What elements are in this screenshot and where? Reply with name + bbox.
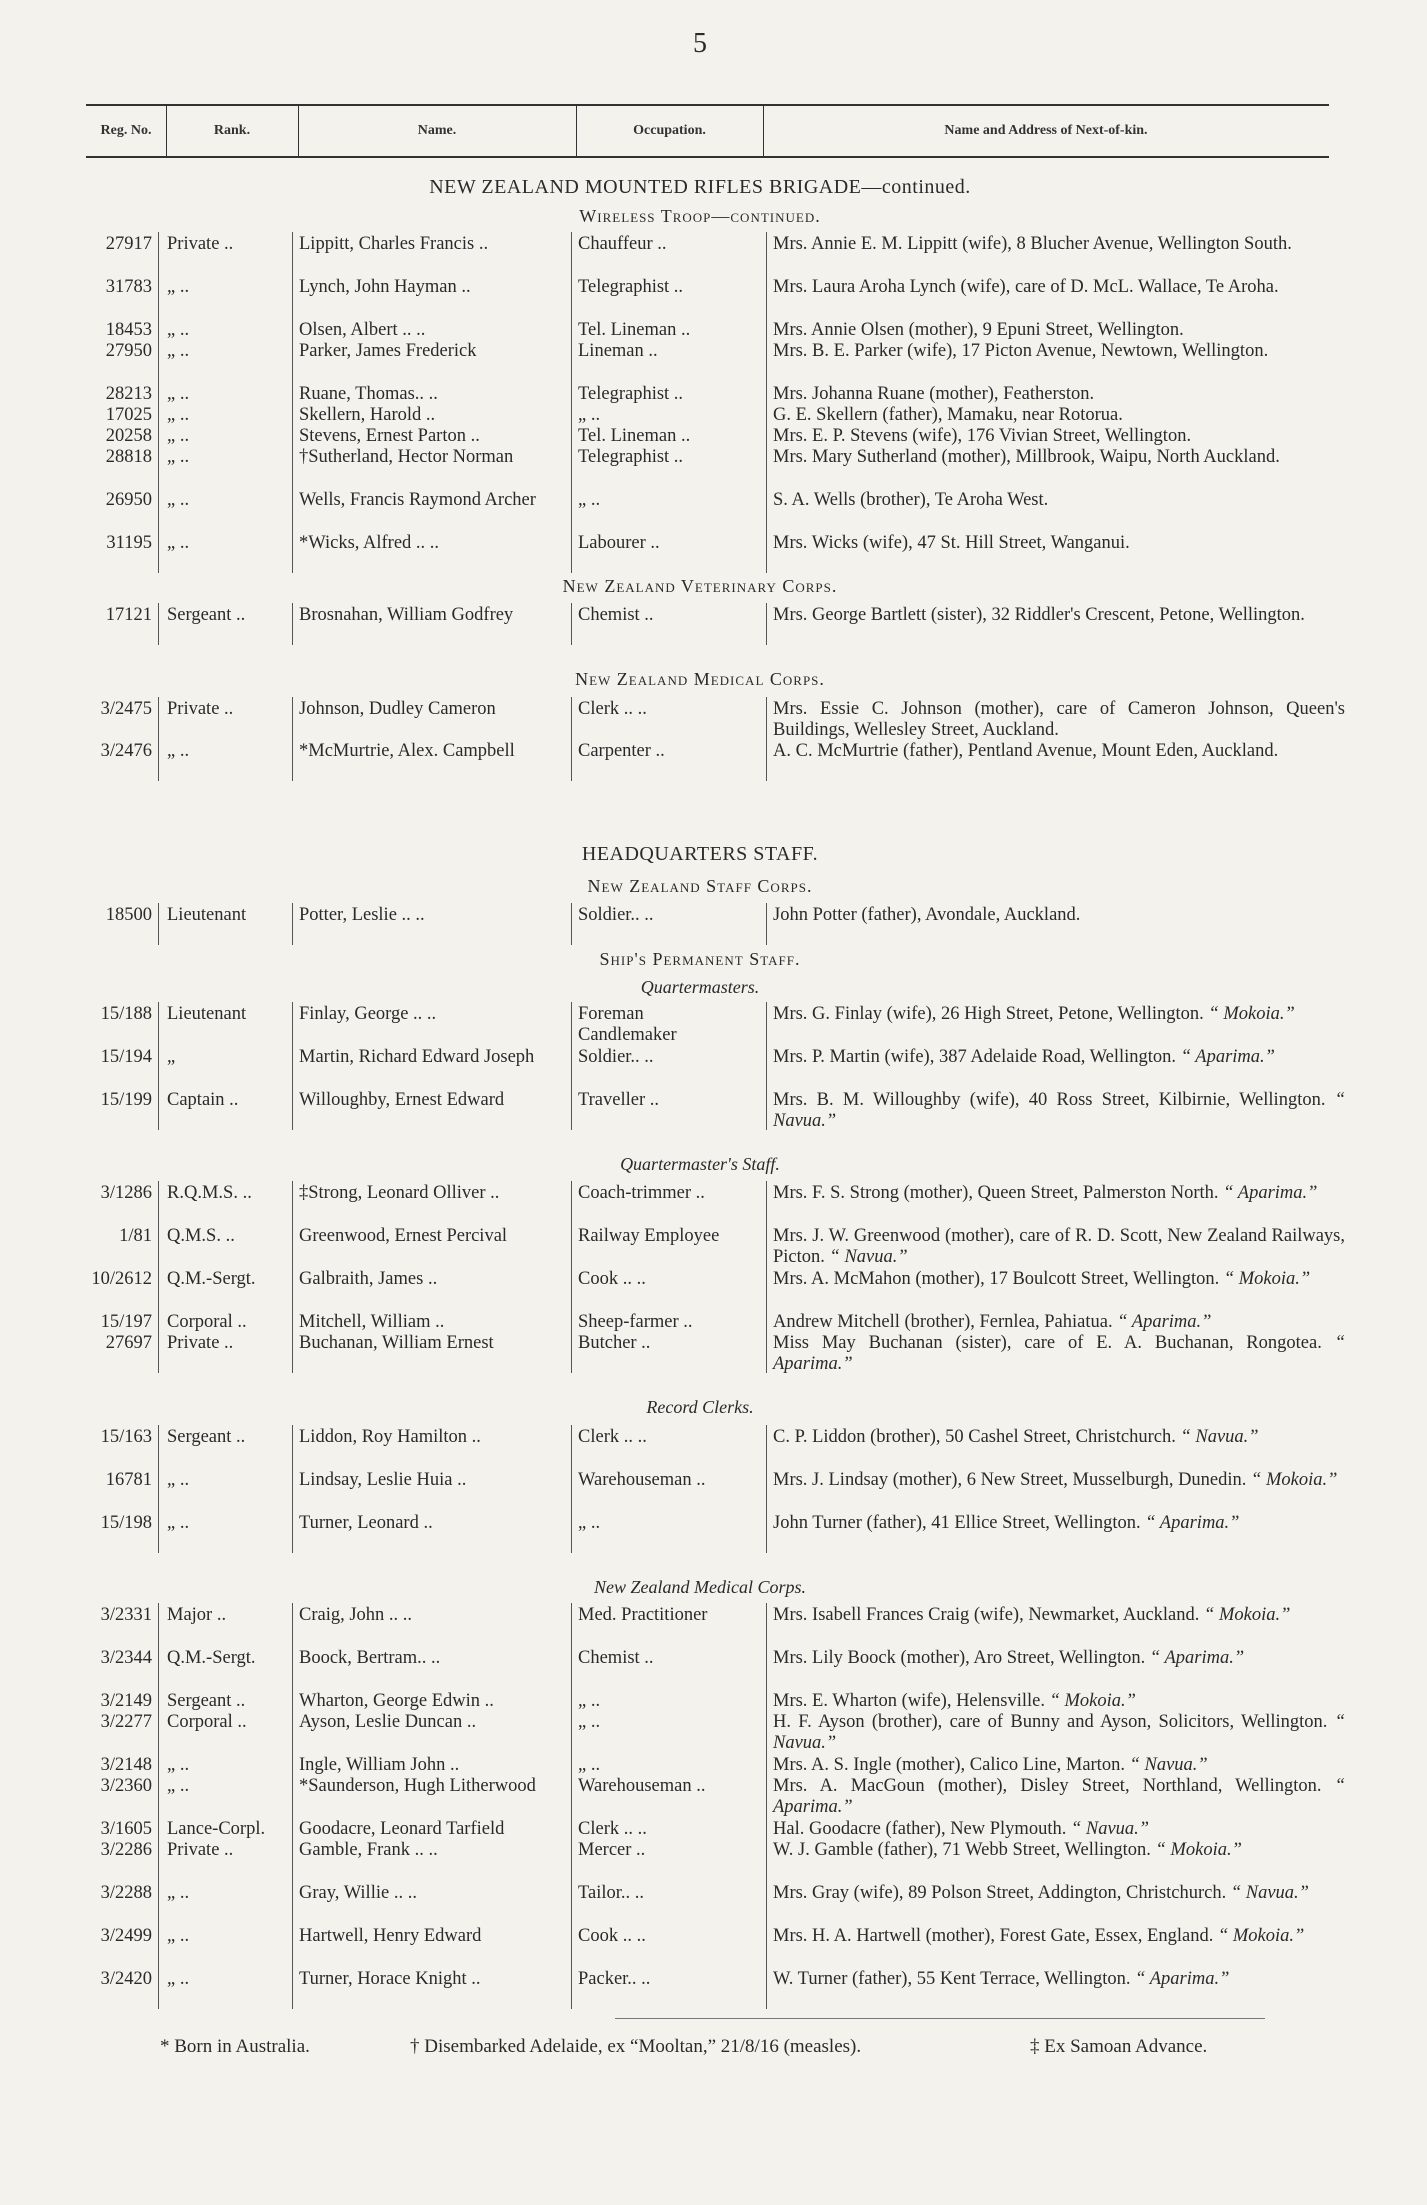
cell-reg: 10/2612	[91, 1269, 152, 1289]
cell-rank: „ ..	[167, 1755, 190, 1775]
column-rule	[571, 697, 572, 781]
cell-rank: Major ..	[167, 1605, 227, 1625]
cell-rank: „	[167, 1047, 176, 1067]
cell-occ: Telegraphist ..	[578, 277, 684, 297]
column-rule	[766, 903, 767, 945]
cell-rank: „ ..	[167, 1969, 190, 1989]
cell-rank: Q.M.S. ..	[167, 1226, 235, 1246]
cell-next-of-kin	[773, 1969, 1345, 1990]
col-rank: Rank.	[213, 123, 251, 138]
cell-occ: „ ..	[578, 1712, 601, 1732]
cell-rank: Corporal ..	[167, 1312, 247, 1332]
ship-name: “ Aparima.”	[1180, 1047, 1275, 1067]
cell-reg: 15/198	[100, 1513, 152, 1533]
kin-text: A. C. McMurtrie (father), Pentland Avenue, Mount Eden, Auckland.	[773, 741, 1279, 761]
section-heading: New Zealand Medical Corps.	[575, 669, 825, 689]
section-heading: Wireless Troop—continued.	[579, 206, 821, 226]
cell-rank: „ ..	[167, 384, 190, 404]
kin-text: Mrs. A. McMahon (mother), 17 Boulcott Street, Wellington.	[773, 1269, 1220, 1289]
cell-next-of-kin	[773, 741, 1345, 762]
ship-name: “ Aparima.”	[1117, 1312, 1212, 1332]
cell-name: Wharton, George Edwin ..	[299, 1691, 494, 1711]
cell-rank: Sergeant ..	[167, 605, 246, 625]
ship-name: “ Navua.”	[1070, 1819, 1150, 1839]
cell-rank: Private ..	[167, 1333, 234, 1353]
cell-occ: „ ..	[578, 1513, 601, 1533]
cell-rank: „ ..	[167, 447, 190, 467]
cell-occ: Mercer ..	[578, 1840, 646, 1860]
cell-name: Goodacre, Leonard Tarfield	[299, 1819, 505, 1839]
column-rule	[571, 1002, 572, 1130]
kin-text: Mrs. Lily Boock (mother), Aro Street, Wellington.	[773, 1648, 1146, 1668]
cell-next-of-kin	[773, 1883, 1345, 1904]
cell-rank: „ ..	[167, 320, 190, 340]
cell-rank: Sergeant ..	[167, 1427, 246, 1447]
cell-name: Greenwood, Ernest Percival	[299, 1226, 508, 1246]
cell-next-of-kin	[773, 320, 1345, 341]
column-rule	[766, 1603, 767, 2009]
kin-text: Andrew Mitchell (brother), Fernlea, Pahiatua.	[773, 1312, 1113, 1332]
cell-name: Parker, James Frederick	[299, 341, 477, 361]
column-rule	[158, 1603, 159, 2009]
kin-text: G. E. Skellern (father), Mamaku, near Rotorua.	[773, 405, 1123, 425]
ship-name: “ Mokoia.”	[1223, 1269, 1311, 1289]
cell-occ: „ ..	[578, 1691, 601, 1711]
column-rule	[158, 1181, 159, 1373]
cell-name: Lippitt, Charles Francis ..	[299, 234, 489, 254]
section-heading: New Zealand Medical Corps.	[594, 1577, 806, 1597]
kin-text: Mrs. H. A. Hartwell (mother), Forest Gate, Essex, England.	[773, 1926, 1214, 1946]
section-heading: NEW ZEALAND MOUNTED RIFLES BRIGADE—continued.	[429, 176, 971, 198]
cell-occ: Telegraphist ..	[578, 384, 684, 404]
cell-reg: 3/2149	[100, 1691, 152, 1711]
cell-reg: 27917	[105, 234, 152, 254]
cell-next-of-kin	[773, 1333, 1345, 1375]
column-rule	[158, 1002, 159, 1130]
cell-occ: Soldier.. ..	[578, 905, 654, 925]
cell-rank: „ ..	[167, 277, 190, 297]
cell-next-of-kin	[773, 277, 1345, 298]
column-rule	[571, 1425, 572, 1553]
cell-name: Buchanan, William Ernest	[299, 1333, 494, 1353]
col-occupation: Occupation.	[633, 123, 706, 138]
cell-name: *McMurtrie, Alex. Campbell	[299, 741, 515, 761]
ship-name: “ Navua.”	[1180, 1427, 1259, 1447]
kin-text: Mrs. J. Lindsay (mother), 6 New Street, Musselburgh, Dunedin.	[773, 1470, 1247, 1490]
cell-rank: Q.M.-Sergt.	[167, 1269, 256, 1289]
cell-next-of-kin	[773, 605, 1345, 626]
cell-reg: 31195	[106, 533, 152, 553]
kin-text: Mrs. Gray (wife), 89 Polson Street, Addington, Christchurch.	[773, 1883, 1227, 1903]
cell-reg: 28818	[105, 447, 152, 467]
column-rule	[766, 1002, 767, 1130]
cell-name: Potter, Leslie .. ..	[299, 905, 425, 925]
kin-text: S. A. Wells (brother), Te Aroha West.	[773, 490, 1049, 510]
ship-name: “ Mokoia.”	[1251, 1470, 1338, 1490]
cell-rank: „ ..	[167, 741, 190, 761]
cell-occ: Clerk .. ..	[578, 699, 647, 719]
cell-name: Gamble, Frank .. ..	[299, 1840, 438, 1860]
column-rule	[292, 697, 293, 781]
column-rule	[158, 603, 159, 645]
cell-reg: 15/197	[100, 1312, 152, 1332]
cell-next-of-kin	[773, 1776, 1345, 1818]
cell-name: Ayson, Leslie Duncan ..	[299, 1712, 477, 1732]
cell-name: Mitchell, William ..	[299, 1312, 445, 1332]
kin-text: John Turner (father), 41 Ellice Street, Wellington.	[773, 1513, 1141, 1533]
col-next-of-kin: Name and Address of Next-of-kin.	[944, 123, 1148, 138]
col-name: Name.	[417, 123, 457, 138]
cell-occ: Lineman ..	[578, 341, 658, 361]
cell-next-of-kin	[773, 1183, 1345, 1204]
cell-reg: 3/2286	[100, 1840, 152, 1860]
cell-next-of-kin	[773, 1090, 1345, 1132]
cell-name: Ingle, William John ..	[299, 1755, 460, 1775]
footnote-rule	[615, 2018, 1265, 2019]
cell-name: Ruane, Thomas.. ..	[299, 384, 438, 404]
kin-text: Mrs. E. Wharton (wife), Helensville.	[773, 1691, 1045, 1711]
cell-next-of-kin	[773, 1226, 1345, 1268]
kin-text: Mrs. Isabell Frances Craig (wife), Newmarket, Auckland.	[773, 1605, 1200, 1625]
cell-next-of-kin	[773, 447, 1345, 468]
cell-next-of-kin	[773, 699, 1345, 741]
cell-name: Hartwell, Henry Edward	[299, 1926, 482, 1946]
section-heading: Quartermaster's Staff.	[620, 1154, 780, 1174]
cell-next-of-kin	[773, 1312, 1345, 1333]
cell-occ: Coach-trimmer ..	[578, 1183, 705, 1203]
column-rule	[571, 232, 572, 573]
cell-next-of-kin	[773, 1926, 1345, 1947]
cell-reg: 3/2476	[100, 741, 152, 761]
cell-next-of-kin	[773, 1712, 1345, 1754]
cell-rank: „ ..	[167, 1470, 190, 1490]
cell-reg: 28213	[105, 384, 152, 404]
kin-text: Mrs. George Bartlett (sister), 32 Riddler's Crescent, Petone, Wellington.	[773, 605, 1305, 625]
cell-next-of-kin	[773, 1513, 1345, 1534]
kin-text: Mrs. Mary Sutherland (mother), Millbrook, Waipu, North Auckland.	[773, 447, 1280, 467]
cell-next-of-kin	[773, 341, 1345, 362]
kin-text: Mrs. A. MacGoun (mother), Disley Street, Northland, Wellington.	[773, 1776, 1322, 1796]
cell-occ: Railway Employee	[578, 1226, 720, 1246]
cell-rank: „ ..	[167, 405, 190, 425]
cell-occ: Sheep-farmer ..	[578, 1312, 693, 1332]
cell-name: Gray, Willie .. ..	[299, 1883, 417, 1903]
kin-text: Hal. Goodacre (father), New Plymouth.	[773, 1819, 1067, 1839]
cell-name: Galbraith, James ..	[299, 1269, 438, 1289]
cell-name: Lindsay, Leslie Huia ..	[299, 1470, 467, 1490]
cell-reg: 3/2148	[100, 1755, 152, 1775]
column-rule	[571, 903, 572, 945]
ship-name: “ Aparima.”	[1223, 1183, 1318, 1203]
cell-occ: „ ..	[578, 405, 601, 425]
cell-rank: „ ..	[167, 1776, 190, 1796]
ship-name: “ Navua.”	[829, 1247, 908, 1267]
cell-name: Wells, Francis Raymond Archer	[299, 490, 536, 510]
cell-name: ‡Strong, Leonard Olliver ..	[299, 1183, 500, 1203]
cell-next-of-kin	[773, 384, 1345, 405]
cell-name: Finlay, George .. ..	[299, 1004, 437, 1024]
cell-occ: Butcher ..	[578, 1333, 651, 1353]
cell-rank: Private ..	[167, 234, 234, 254]
cell-reg: 15/199	[100, 1090, 152, 1110]
cell-reg: 26950	[105, 490, 152, 510]
ship-name: “ Mokoia.”	[1049, 1691, 1136, 1711]
cell-reg: 27697	[105, 1333, 152, 1353]
kin-text: H. F. Ayson (brother), care of Bunny and Ayson, Solicitors, Wellington.	[773, 1712, 1328, 1732]
column-rule	[292, 1181, 293, 1373]
column-rule	[766, 1425, 767, 1553]
kin-text: Mrs. P. Martin (wife), 387 Adelaide Road, Wellington.	[773, 1047, 1177, 1067]
cell-occ: Packer.. ..	[578, 1969, 651, 1989]
section-heading: New Zealand Staff Corps.	[587, 876, 813, 896]
cell-reg: 18453	[105, 320, 152, 340]
footnote-disembarked: † Disembarked Adelaide, ex “Mooltan,” 21/8/16 (measles).	[410, 2036, 862, 2057]
column-rule	[571, 603, 572, 645]
column-rule	[571, 1181, 572, 1373]
column-rule	[292, 603, 293, 645]
cell-occ: Traveller ..	[578, 1090, 660, 1110]
ship-name: “ Mokoia.”	[1217, 1926, 1305, 1946]
cell-reg: 16781	[105, 1470, 152, 1490]
kin-text: Mrs. Laura Aroha Lynch (wife), care of D. McL. Wallace, Te Aroha.	[773, 277, 1279, 297]
cell-occ: Labourer ..	[578, 533, 660, 553]
cell-reg: 3/2331	[100, 1605, 152, 1625]
kin-text: Mrs. B. E. Parker (wife), 17 Picton Avenue, Newtown, Wellington.	[773, 341, 1269, 361]
column-rule	[158, 697, 159, 781]
cell-name: Olsen, Albert .. ..	[299, 320, 426, 340]
column-rule	[292, 903, 293, 945]
cell-occ: Soldier.. ..	[578, 1047, 654, 1067]
cell-rank: Lieutenant	[167, 905, 247, 925]
cell-rank: Sergeant ..	[167, 1691, 246, 1711]
section-heading: Ship's Permanent Staff.	[599, 949, 801, 969]
ship-name: “ Mokoia.”	[1208, 1004, 1295, 1024]
column-rule	[571, 1603, 572, 2009]
cell-name: †Sutherland, Hector Norman	[299, 447, 514, 467]
section-heading: New Zealand Veterinary Corps.	[562, 576, 838, 596]
cell-name: Turner, Leonard ..	[299, 1513, 433, 1533]
kin-text: Mrs. Annie Olsen (mother), 9 Epuni Street, Wellington.	[773, 320, 1184, 340]
cell-next-of-kin	[773, 426, 1345, 447]
cell-name: Johnson, Dudley Cameron	[299, 699, 496, 719]
cell-occ: Clerk .. ..	[578, 1427, 647, 1447]
ship-name: “ Navua.”	[1230, 1883, 1309, 1903]
footnote-samoan: ‡ Ex Samoan Advance.	[1030, 2036, 1208, 2057]
ship-name: “ Mokoia.”	[1204, 1605, 1291, 1625]
cell-next-of-kin	[773, 1047, 1345, 1068]
cell-name: Boock, Bertram.. ..	[299, 1648, 441, 1668]
cell-reg: 3/2344	[100, 1648, 152, 1668]
cell-next-of-kin	[773, 1755, 1345, 1776]
cell-reg: 18500	[105, 905, 152, 925]
cell-rank: „ ..	[167, 426, 190, 446]
cell-reg: 3/1605	[100, 1819, 152, 1839]
cell-occ: Tel. Lineman ..	[578, 320, 691, 340]
cell-next-of-kin	[773, 1470, 1345, 1491]
cell-occ: Tailor.. ..	[578, 1883, 645, 1903]
column-rule	[766, 1181, 767, 1373]
ship-name: “ Aparima.”	[1145, 1513, 1240, 1533]
cell-next-of-kin	[773, 1691, 1345, 1712]
cell-rank: „ ..	[167, 1513, 190, 1533]
cell-next-of-kin	[773, 1004, 1345, 1025]
cell-reg: 15/188	[100, 1004, 152, 1024]
cell-reg: 27950	[105, 341, 152, 361]
cell-next-of-kin	[773, 1269, 1345, 1290]
cell-name: Turner, Horace Knight ..	[299, 1969, 481, 1989]
cell-next-of-kin	[773, 905, 1345, 926]
cell-name: Martin, Richard Edward Joseph	[299, 1047, 535, 1067]
column-rule	[766, 603, 767, 645]
cell-name: *Wicks, Alfred .. ..	[299, 533, 440, 553]
cell-name: Stevens, Ernest Parton ..	[299, 426, 480, 446]
cell-occ: Telegraphist ..	[578, 447, 684, 467]
footnote-born-australia: * Born in Australia.	[160, 2036, 310, 2057]
cell-rank: Q.M.-Sergt.	[167, 1648, 256, 1668]
ship-name: “ Aparima.”	[1149, 1648, 1245, 1668]
cell-next-of-kin	[773, 533, 1345, 554]
cell-reg: 1/81	[119, 1226, 152, 1246]
kin-text: Mrs. Essie C. Johnson (mother), care of Cameron Johnson, Queen's Buildings, Wellesley Street, Auckland.	[773, 699, 1345, 740]
kin-text: John Potter (father), Avondale, Auckland.	[773, 905, 1081, 925]
cell-reg: 17121	[105, 605, 152, 625]
kin-text: Mrs. A. S. Ingle (mother), Calico Line, Marton.	[773, 1755, 1125, 1775]
kin-text: Mrs. F. S. Strong (mother), Queen Street, Palmerston North.	[773, 1183, 1219, 1203]
cell-rank: R.Q.M.S. ..	[167, 1183, 252, 1203]
cell-rank: „ ..	[167, 341, 190, 361]
cell-occ: Med. Practitioner	[578, 1605, 708, 1625]
ship-name: “ Navua.”	[773, 1090, 1346, 1131]
cell-occ: Warehouseman ..	[578, 1470, 706, 1490]
kin-text: C. P. Liddon (brother), 50 Cashel Street, Christchurch.	[773, 1427, 1176, 1447]
cell-name: Lynch, John Hayman ..	[299, 277, 471, 297]
cell-name: Skellern, Harold ..	[299, 405, 436, 425]
column-rule	[292, 232, 293, 573]
cell-name: Willoughby, Ernest Edward	[299, 1090, 505, 1110]
cell-next-of-kin	[773, 1819, 1345, 1840]
cell-name: Liddon, Roy Hamilton ..	[299, 1427, 481, 1447]
ship-name: “ Aparima.”	[773, 1776, 1346, 1817]
cell-name: Brosnahan, William Godfrey	[299, 605, 514, 625]
ship-name: “ Aparima.”	[1135, 1969, 1230, 1989]
cell-next-of-kin	[773, 1605, 1345, 1626]
section-heading: HEADQUARTERS STAFF.	[581, 843, 819, 865]
cell-rank: Private ..	[167, 699, 234, 719]
cell-rank: „ ..	[167, 1883, 190, 1903]
ship-name: “ Navua.”	[773, 1712, 1345, 1753]
column-rule	[158, 1425, 159, 1553]
section-heading: Quartermasters.	[640, 977, 760, 997]
section-heading: Record Clerks.	[646, 1397, 754, 1417]
cell-reg: 15/163	[100, 1427, 152, 1447]
cell-occ: „ ..	[578, 490, 601, 510]
col-reg-no: Reg. No.	[100, 123, 152, 138]
kin-text: Mrs. E. P. Stevens (wife), 176 Vivian Street, Wellington.	[773, 426, 1192, 446]
cell-occ: Chauffeur ..	[578, 234, 667, 254]
cell-occ: Chemist ..	[578, 1648, 654, 1668]
cell-rank: Lance-Corpl.	[167, 1819, 266, 1839]
column-rule	[158, 232, 159, 573]
cell-rank: „ ..	[167, 1926, 190, 1946]
cell-rank: „ ..	[167, 533, 190, 553]
kin-text: Mrs. B. M. Willoughby (wife), 40 Ross Street, Kilbirnie, Wellington.	[773, 1090, 1326, 1110]
kin-text: W. J. Gamble (father), 71 Webb Street, Wellington.	[773, 1840, 1151, 1860]
cell-occ: Warehouseman ..	[578, 1776, 706, 1796]
ship-name: “ Aparima.”	[773, 1333, 1346, 1374]
column-rule	[292, 1603, 293, 2009]
column-rule	[158, 903, 159, 945]
kin-text: W. Turner (father), 55 Kent Terrace, Wellington.	[773, 1969, 1131, 1989]
cell-reg: 3/2277	[100, 1712, 152, 1732]
cell-next-of-kin	[773, 490, 1345, 511]
cell-reg: 17025	[105, 405, 152, 425]
cell-next-of-kin	[773, 1648, 1345, 1669]
ship-name: “ Mokoia.”	[1155, 1840, 1242, 1860]
kin-text: Mrs. Wicks (wife), 47 St. Hill Street, Wanganui.	[773, 533, 1130, 553]
cell-reg: 3/2360	[100, 1776, 152, 1796]
cell-occ: Cook .. ..	[578, 1926, 646, 1946]
page-number: 5	[693, 28, 707, 59]
cell-rank: Corporal ..	[167, 1712, 247, 1732]
kin-text: Mrs. G. Finlay (wife), 26 High Street, Petone, Wellington.	[773, 1004, 1204, 1024]
ship-name: “ Navua.”	[1129, 1755, 1208, 1775]
cell-occ: Cook .. ..	[578, 1269, 646, 1289]
cell-next-of-kin	[773, 405, 1345, 426]
column-rule	[766, 232, 767, 573]
cell-reg: 3/1286	[100, 1183, 152, 1203]
kin-text: Mrs. Johanna Ruane (mother), Featherston.	[773, 384, 1095, 404]
column-rule	[292, 1002, 293, 1130]
cell-name: Craig, John .. ..	[299, 1605, 413, 1625]
cell-rank: „ ..	[167, 490, 190, 510]
cell-reg: 31783	[105, 277, 152, 297]
kin-text: Mrs. Annie E. M. Lippitt (wife), 8 Blucher Avenue, Wellington South.	[773, 234, 1292, 254]
cell-reg: 3/2475	[100, 699, 152, 719]
cell-rank: Captain ..	[167, 1090, 239, 1110]
kin-text: Mrs. J. W. Greenwood (mother), care of R. D. Scott, New Zealand Railways, Picton.	[773, 1226, 1345, 1267]
cell-occ: Clerk .. ..	[578, 1819, 647, 1839]
cell-next-of-kin	[773, 1840, 1345, 1861]
cell-reg: 3/2420	[100, 1969, 152, 1989]
cell-rank: Lieutenant	[167, 1004, 247, 1024]
cell-reg: 15/194	[100, 1047, 152, 1067]
cell-name: *Saunderson, Hugh Litherwood	[299, 1776, 536, 1796]
cell-rank: Private ..	[167, 1840, 234, 1860]
column-rule	[292, 1425, 293, 1553]
cell-reg: 3/2499	[100, 1926, 152, 1946]
cell-occ: Foreman Candlemaker	[578, 1004, 677, 1045]
kin-text: Miss May Buchanan (sister), care of E. A. Buchanan, Rongotea.	[773, 1333, 1322, 1353]
cell-occ: Carpenter ..	[578, 741, 665, 761]
cell-reg: 3/2288	[100, 1883, 152, 1903]
column-rule	[766, 697, 767, 781]
cell-occ: Chemist ..	[578, 605, 654, 625]
cell-next-of-kin	[773, 1427, 1345, 1448]
cell-occ: „ ..	[578, 1755, 601, 1775]
cell-occ: Tel. Lineman ..	[578, 426, 691, 446]
cell-reg: 20258	[105, 426, 152, 446]
cell-next-of-kin	[773, 234, 1345, 255]
